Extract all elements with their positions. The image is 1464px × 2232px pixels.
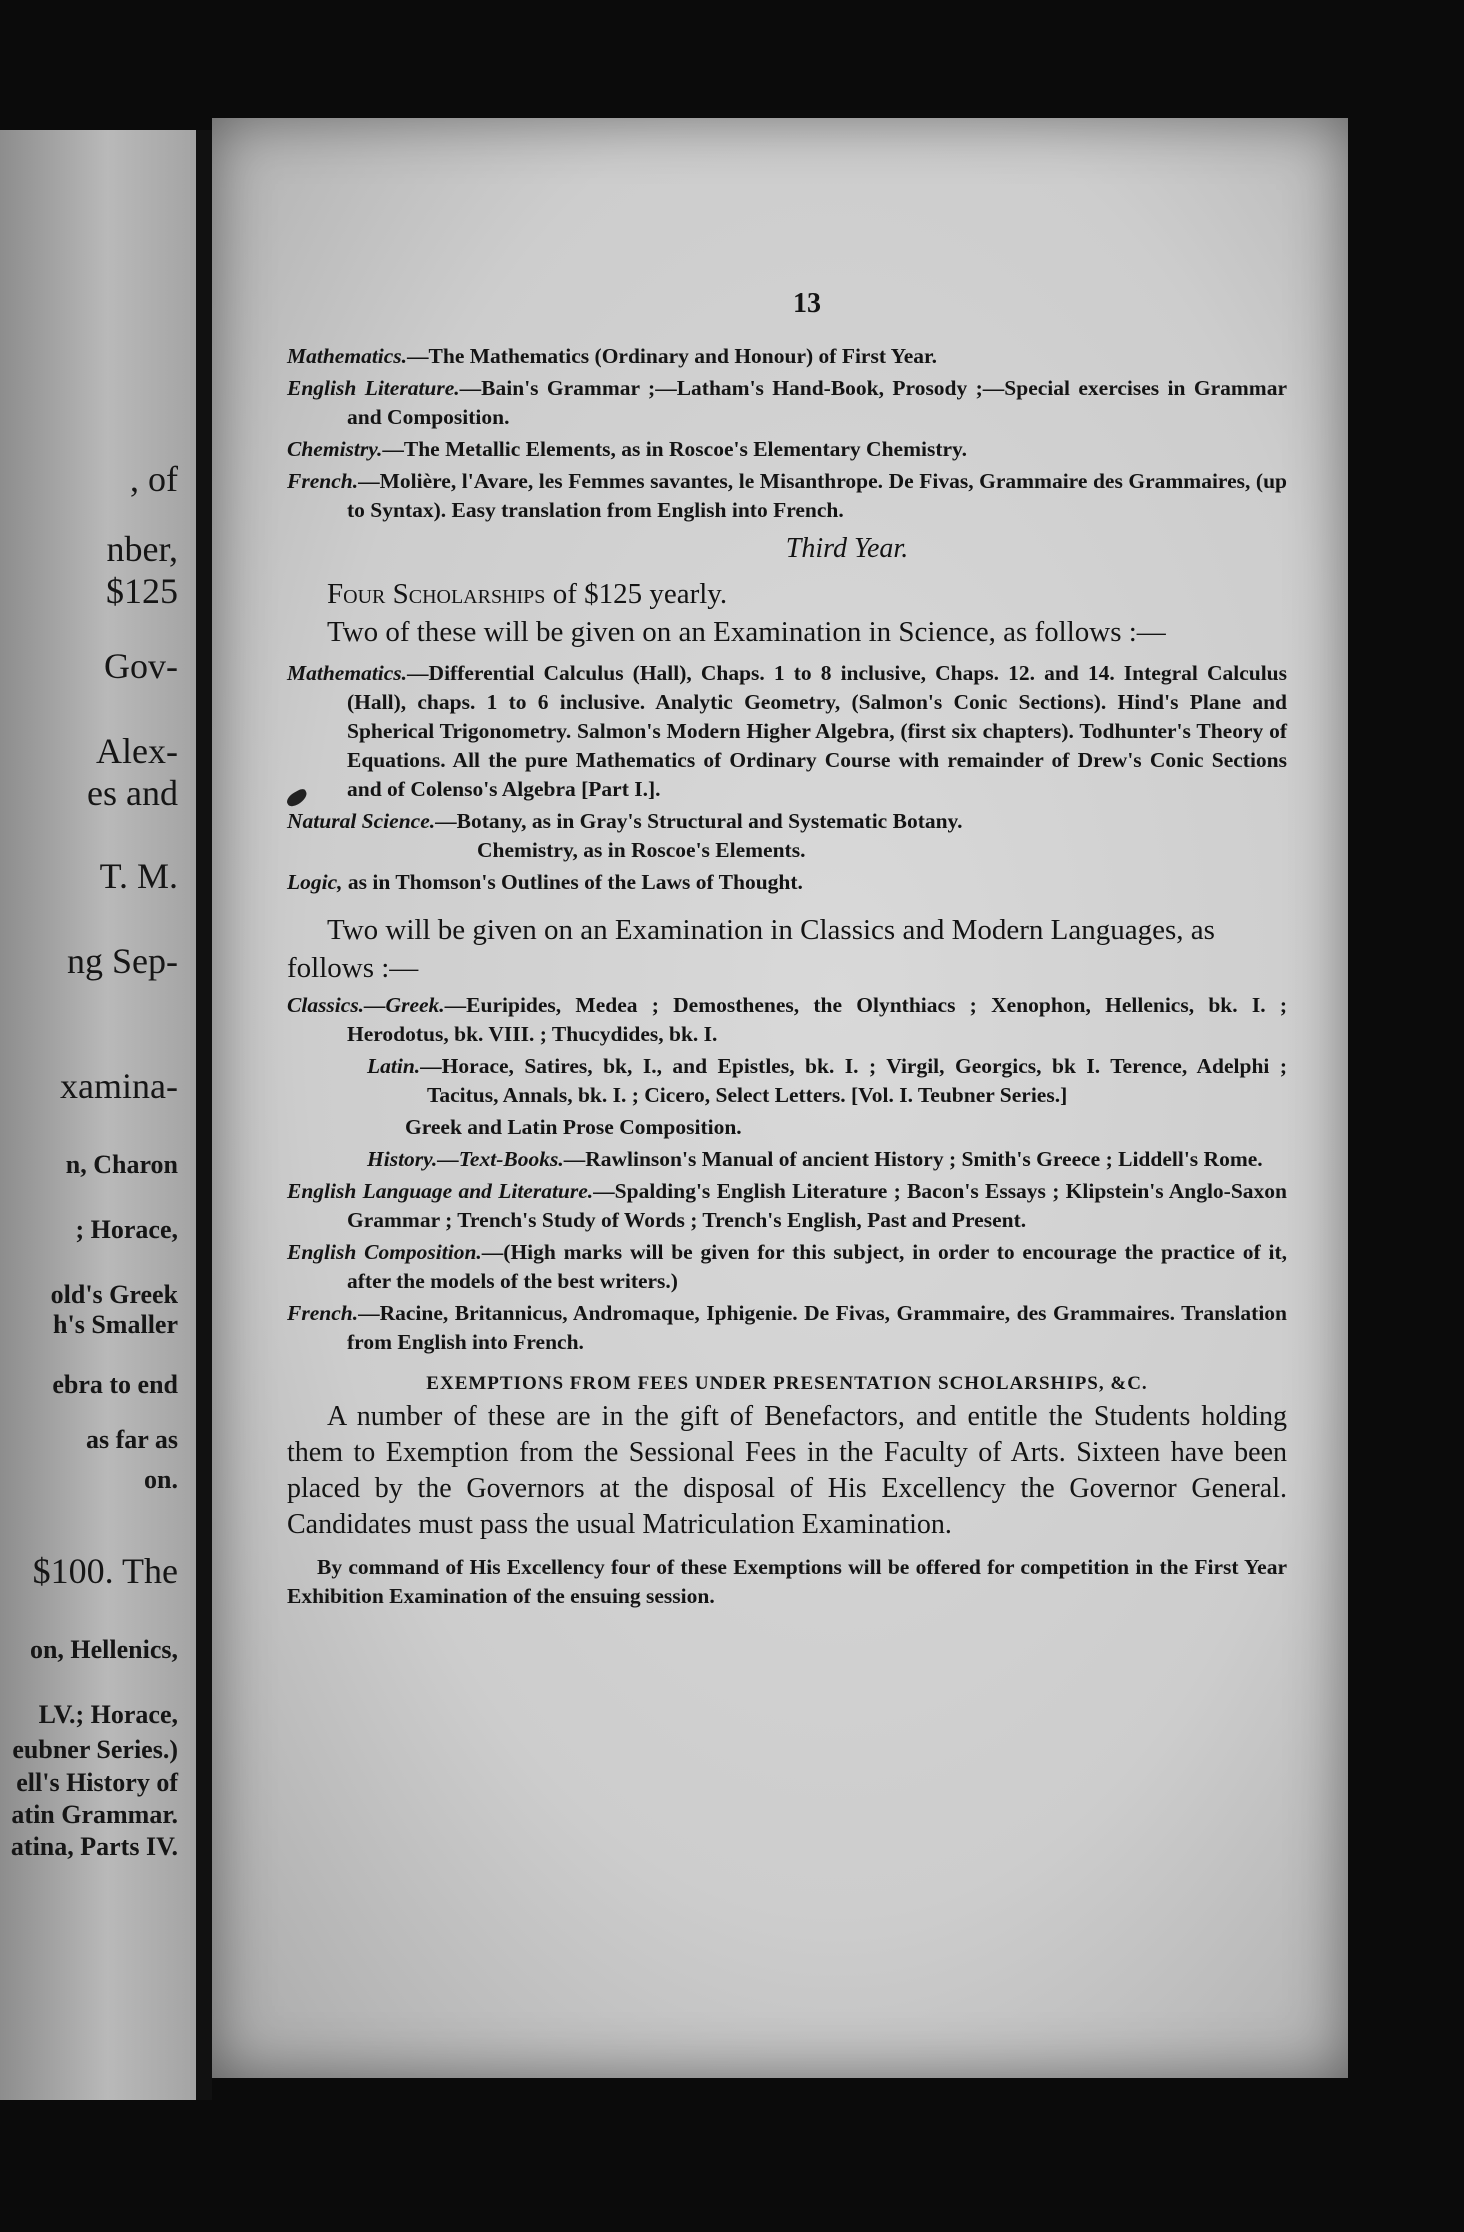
classics-intro: Two will be given on an Examination in Classics and Modern Languages, as follows :— — [287, 914, 1215, 984]
left-fragment: nber, — [106, 529, 178, 569]
entry-text: as in Thomson's Outlines of the Laws of Thought. — [342, 870, 803, 894]
left-fragment: old's Greek — [50, 1280, 178, 1309]
entry-text: —Differential Calculus (Hall), Chaps. 1 to 8 inclusive, Chaps. 12. and 14. Integral Calculus (Hall), chaps. 1 to 6 inclusive. Analytic Geometry, (Salmon's Conic Sections). Hind's Plane and Spherical Trigonometry. Salmon's Modern Higher Algebra, (first six chapters). Todhunter's Theory of Equations. All the pure Mathematics of Ordinary Course with remainder of Drew's Conic Sections and of Colenso's Algebra [Part I.]. — [347, 661, 1287, 801]
left-fragment: Gov- — [104, 646, 178, 686]
entry-label: French. — [287, 1301, 359, 1325]
entry-text: —(High marks will be given for this subject, in order to encourage the practice of it, after the models of the best writers.) — [347, 1240, 1287, 1293]
entry-history — [287, 1145, 1287, 1174]
left-fragment: es and — [87, 773, 178, 813]
left-fragment: ng Sep- — [67, 941, 178, 981]
left-fragment: on. — [144, 1465, 178, 1494]
left-fragment: T. M. — [99, 856, 178, 896]
scholarships-line — [287, 575, 1287, 613]
entry-text: —Euripides, Medea ; Demosthenes, the Olynthiacs ; Xenophon, Hellenics, bk. I. ; Herodotus, bk. VIII. ; Thucydides, bk. I. — [347, 993, 1287, 1046]
entry-text: —Racine, Britannicus, Andromaque, Iphigenie. De Fivas, Grammaire, des Grammaires. Translation from English into French. — [347, 1301, 1287, 1354]
page-content — [287, 288, 1287, 1611]
left-fragment: eubner Series.) — [12, 1735, 178, 1764]
left-fragment: on, Hellenics, — [29, 1635, 178, 1664]
scholarships-prefix: Four Scholarships — [327, 578, 546, 610]
entry-text: —Rawlinson's Manual of ancient History ; Smith's Greece ; Liddell's Rome. — [563, 1147, 1263, 1171]
entry-label: Latin. — [367, 1054, 421, 1078]
page-number: 13 — [793, 288, 821, 319]
left-fragment: h's Smaller — [53, 1310, 178, 1339]
left-fragment: , of — [130, 459, 178, 499]
entry-natural-science — [287, 807, 1287, 836]
entry-label: English Literature. — [287, 376, 460, 400]
exemptions-paragraph: A number of these are in the gift of Benefactors, and entitle the Students holding them to Exemption from the Sessional Fees in the Faculty of Arts. Sixteen have been placed by the Governors at the disposal of His Excellency the Governor General. Candidates must pass the usual Matriculation Examination. — [287, 1401, 1287, 1540]
left-fragment: ; Horace, — [75, 1215, 178, 1244]
main-page — [212, 118, 1348, 2078]
left-fragment: ell's History of — [16, 1768, 178, 1797]
book-gutter — [196, 130, 212, 2100]
entry-label: Natural Science. — [287, 809, 436, 833]
entry-label: Mathematics. — [287, 344, 408, 368]
entry-science-mathematics — [287, 659, 1287, 804]
entry-latin — [287, 1052, 1287, 1110]
left-facing-page — [0, 130, 196, 2100]
entry-text: —Horace, Satires, bk, I., and Epistles, bk. I. ; Virgil, Georgics, bk I. Terence, Adelphi ; Tacitus, Annals, bk. I. ; Cicero, Select Letters. [Vol. I. Teubner Series.] — [420, 1054, 1287, 1107]
entry-label: Mathematics. — [287, 661, 408, 685]
entry-classics-french — [287, 1299, 1287, 1357]
entry-text: —Bain's Grammar ;—Latham's Hand-Book, Prosody ;—Special exercises in Grammar and Composition. — [347, 376, 1288, 429]
exemptions-heading: EXEMPTIONS FROM FEES UNDER PRESENTATION SCHOLARSHIPS, &C. — [426, 1373, 1148, 1394]
entry-french — [287, 467, 1287, 525]
entry-text: —Botany, as in Gray's Structural and Systematic Botany. — [435, 809, 963, 833]
entry-label: Classics.—Greek. — [287, 993, 445, 1017]
left-fragment: $100. The — [32, 1551, 178, 1591]
entry-text: —Molière, l'Avare, les Femmes savantes, le Misanthrope. De Fivas, Grammaire des Grammaires, (up to Syntax). Easy translation from English into French. — [347, 469, 1287, 522]
left-fragment: as far as — [86, 1425, 178, 1454]
left-fragment: n, Charon — [65, 1150, 178, 1179]
entry-label: English Composition. — [287, 1240, 482, 1264]
left-fragment: ebra to end — [52, 1370, 178, 1399]
entry-logic — [287, 868, 1287, 897]
left-fragment: atina, Parts IV. — [10, 1832, 178, 1861]
entry-chemistry — [287, 435, 1287, 464]
entry-classics-greek — [287, 991, 1287, 1049]
entry-label: History.—Text-Books. — [367, 1147, 564, 1171]
left-fragment: atin Grammar. — [11, 1800, 178, 1829]
entry-english-literature — [287, 374, 1287, 432]
entry-label: English Language and Literature. — [287, 1179, 594, 1203]
entry-label: French. — [287, 469, 359, 493]
entry-label: Chemistry. — [287, 437, 383, 461]
left-fragment: Alex- — [96, 731, 178, 771]
entry-natural-science-cont: Chemistry, as in Roscoe's Elements. — [477, 838, 806, 862]
scholarships-suffix: of $125 yearly. — [545, 578, 728, 610]
science-intro: Two of these will be given on an Examination in Science, as follows :— — [327, 616, 1166, 648]
left-fragment: xamina- — [60, 1066, 178, 1106]
entry-prose-composition: Greek and Latin Prose Composition. — [405, 1115, 742, 1139]
exemptions-note: By command of His Excellency four of these Exemptions will be offered for competition in the First Year Exhibition Examination of the ensuing session. — [287, 1555, 1287, 1608]
third-year-heading: Third Year. — [785, 533, 909, 564]
entry-mathematics — [287, 342, 1287, 371]
entry-text: —The Metallic Elements, as in Roscoe's Elementary Chemistry. — [382, 437, 967, 461]
entry-english-composition — [287, 1238, 1287, 1296]
entry-text: —The Mathematics (Ordinary and Honour) of First Year. — [407, 344, 937, 368]
entry-text: —Spalding's English Literature ; Bacon's Essays ; Klipstein's Anglo-Saxon Grammar ; Trench's Study of Words ; Trench's English, Past and Present. — [347, 1179, 1287, 1232]
left-fragment: $125 — [106, 571, 178, 611]
entry-label: Logic, — [287, 870, 343, 894]
left-fragment: LV.; Horace, — [38, 1700, 178, 1729]
entry-english-language — [287, 1177, 1287, 1235]
